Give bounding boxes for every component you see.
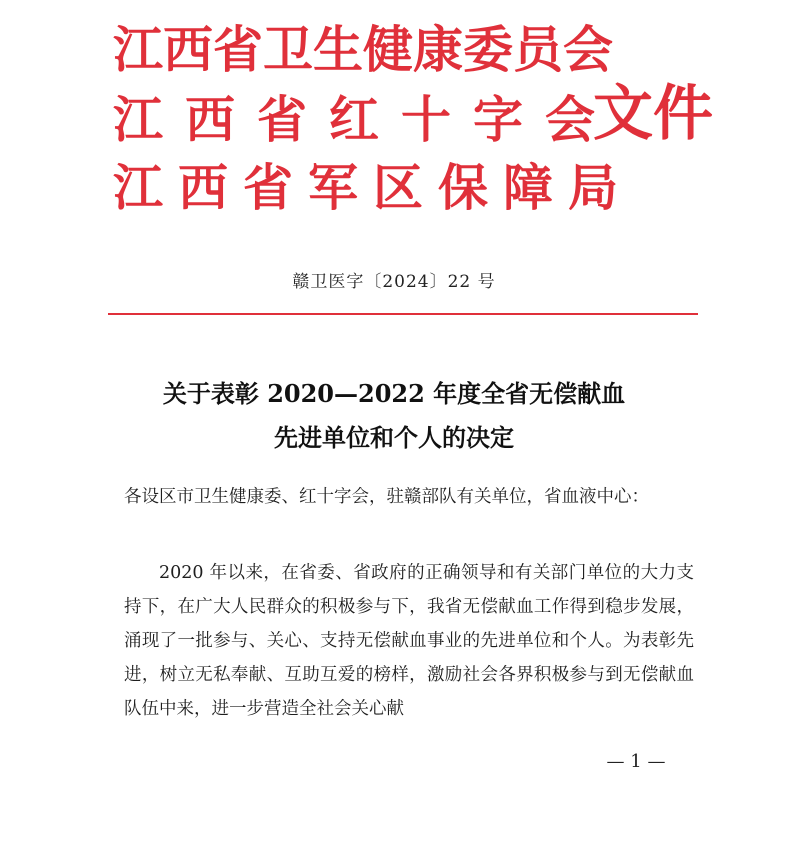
document-title-line: 关于表彰 2020—2022 年度全省无偿献血 bbox=[162, 379, 626, 408]
issuer-name: 江西省红十字会 bbox=[113, 90, 617, 149]
issuer-name: 江西省卫生健康委员会 bbox=[113, 20, 613, 79]
page-number: — 1 — bbox=[606, 751, 666, 772]
salutation: 各设区市卫生健康委、红十字会，驻赣部队有关单位，省血液中心： bbox=[124, 487, 649, 507]
document-type-label: 文件 bbox=[593, 79, 713, 149]
red-divider-line bbox=[108, 313, 698, 315]
issuer-name: 江西省军区保障局 bbox=[113, 158, 633, 217]
document-number: 赣卫医字〔2024〕22 号 bbox=[292, 272, 496, 292]
document-title-line: 先进单位和个人的决定 bbox=[274, 423, 514, 452]
body-paragraph: 2020 年以来，在省委、省政府的正确领导和有关部门单位的大力支持下，在广大人民群众的积极参与下，我省无偿献血工作得到稳步发展，涌现了一批参与、关心、支持无偿献血事业的先进单位和个人。为表彰先进，树立无私奉献、互助互爱的榜样，激励社会各界积极参与到无偿献血队伍中来，进一步营造全社会关心献 bbox=[124, 563, 694, 719]
